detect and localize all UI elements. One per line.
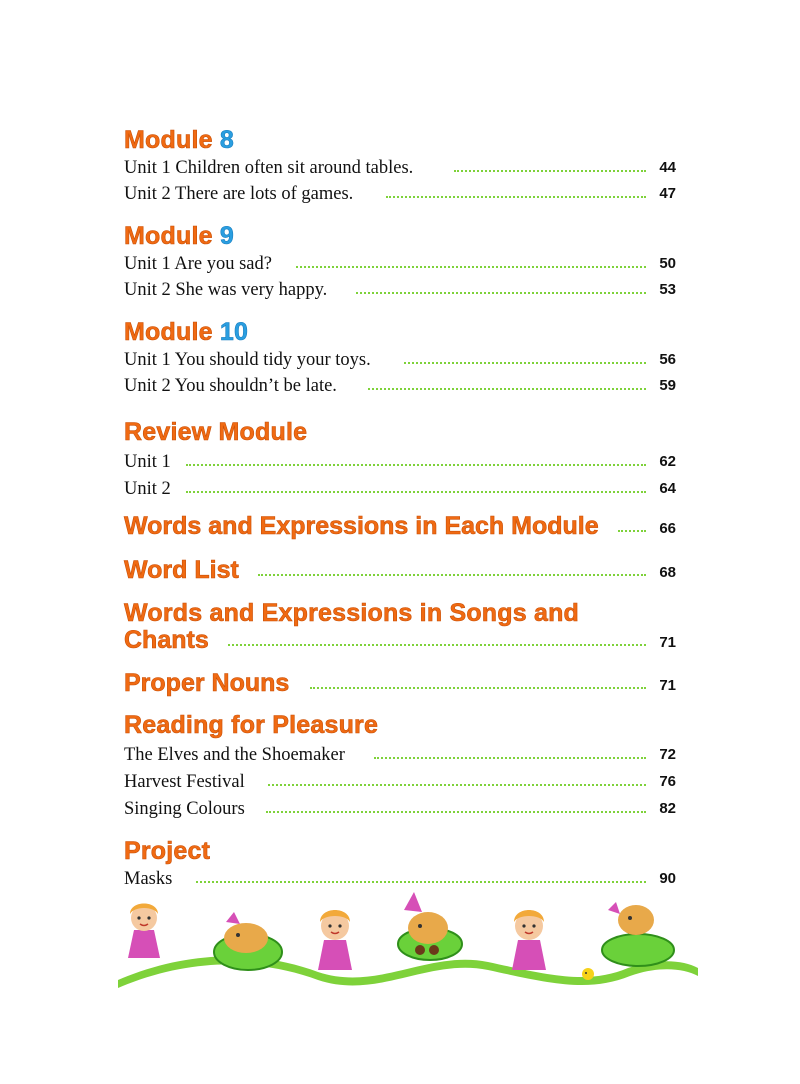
leader-dots xyxy=(228,644,646,646)
page-number: 71 xyxy=(659,677,676,694)
leader-dots xyxy=(268,784,646,786)
module-number: 10 xyxy=(219,318,249,346)
toc-entry[interactable] xyxy=(124,771,676,795)
page-number: 62 xyxy=(659,453,676,470)
section-title: Word List xyxy=(124,556,239,584)
toc-entry[interactable] xyxy=(124,744,676,768)
leader-dots xyxy=(618,530,646,532)
toc-entry[interactable] xyxy=(124,451,676,475)
toc-section-entry[interactable] xyxy=(124,669,676,699)
toc-section-entry[interactable] xyxy=(124,512,676,542)
entry-label: Unit 1 Are you sad? xyxy=(124,254,272,274)
leader-dots xyxy=(310,687,646,689)
module-8-heading xyxy=(124,126,234,154)
page-number: 72 xyxy=(659,746,676,763)
entry-label: Unit 1 You should tidy your toys. xyxy=(124,350,371,370)
toc-entry[interactable] xyxy=(124,183,676,207)
page-number: 56 xyxy=(659,351,676,368)
module-number: 8 xyxy=(219,126,234,154)
leader-dots xyxy=(296,266,646,268)
page-number: 82 xyxy=(659,800,676,817)
toc-entry[interactable] xyxy=(124,157,676,181)
toc-section-entry[interactable] xyxy=(124,626,676,656)
page-number: 68 xyxy=(659,564,676,581)
module-word: Module xyxy=(124,222,213,250)
hamster-character-icon xyxy=(214,912,282,970)
songs-chants-title-line1: Words and Expressions in Songs and xyxy=(124,599,580,627)
toc-entry[interactable] xyxy=(124,478,676,502)
chick-icon xyxy=(582,968,594,980)
review-module-heading: Review Module xyxy=(124,418,308,446)
leader-dots xyxy=(258,574,646,576)
page-number: 71 xyxy=(659,634,676,651)
entry-label: Harvest Festival xyxy=(124,772,245,792)
page-number: 66 xyxy=(659,520,676,537)
module-number: 9 xyxy=(219,222,234,250)
page-number: 90 xyxy=(659,870,676,887)
decorative-illustration xyxy=(108,880,700,1000)
page-number: 64 xyxy=(659,480,676,497)
reading-heading: Reading for Pleasure xyxy=(124,711,379,739)
module-9-heading xyxy=(124,222,234,250)
project-heading: Project xyxy=(124,837,211,865)
girl-character-icon xyxy=(318,910,352,970)
leader-dots xyxy=(404,362,646,364)
leader-dots xyxy=(368,388,646,390)
section-title: Chants xyxy=(124,626,209,654)
entry-label: The Elves and the Shoemaker xyxy=(124,745,345,765)
section-title: Proper Nouns xyxy=(124,669,290,697)
section-title: Words and Expressions in Each Module xyxy=(124,512,599,540)
leader-dots xyxy=(186,491,646,493)
page-number: 76 xyxy=(659,773,676,790)
leader-dots xyxy=(454,170,646,172)
entry-label: Unit 2 She was very happy. xyxy=(124,280,328,300)
entry-label: Singing Colours xyxy=(124,799,245,819)
girl-character-icon xyxy=(512,910,546,970)
module-10-heading xyxy=(124,318,248,346)
entry-label: Unit 2 You shouldn’t be late. xyxy=(124,376,337,396)
entry-label: Unit 1 xyxy=(124,452,171,472)
entry-label: Unit 2 There are lots of games. xyxy=(124,184,354,204)
toc-section-entry[interactable] xyxy=(124,556,676,586)
page-number: 59 xyxy=(659,377,676,394)
toc-entry[interactable] xyxy=(124,375,676,399)
hamster-character-icon xyxy=(602,902,674,966)
entry-label: Masks xyxy=(124,869,173,889)
toc-entry[interactable] xyxy=(124,349,676,373)
toc-entry[interactable] xyxy=(124,798,676,822)
entry-label: Unit 1 Children often sit around tables. xyxy=(124,158,414,178)
toc-entry[interactable] xyxy=(124,253,676,277)
page-number: 50 xyxy=(659,255,676,272)
leader-dots xyxy=(186,464,646,466)
toc-entry[interactable] xyxy=(124,279,676,303)
page-number: 53 xyxy=(659,281,676,298)
leader-dots xyxy=(386,196,646,198)
page-number: 47 xyxy=(659,185,676,202)
leader-dots xyxy=(374,757,646,759)
leader-dots xyxy=(356,292,646,294)
leader-dots xyxy=(266,811,646,813)
girl-character-icon xyxy=(128,904,160,959)
module-word: Module xyxy=(124,318,213,346)
entry-label: Unit 2 xyxy=(124,479,171,499)
hamster-character-icon xyxy=(398,892,462,960)
module-word: Module xyxy=(124,126,213,154)
page-number: 44 xyxy=(659,159,676,176)
